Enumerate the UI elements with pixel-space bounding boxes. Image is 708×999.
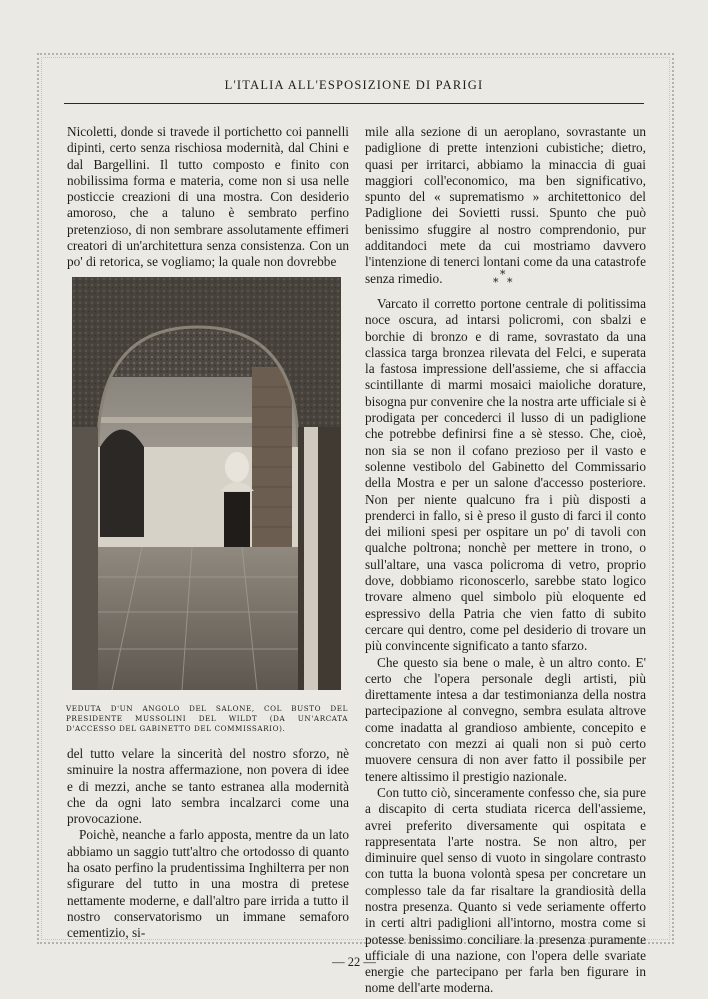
left-column-bottom xyxy=(67,746,349,942)
paragraph: mile alla sezione di un aeroplano, sovrastante un padiglione di prette intenzioni cubistiche; dietro, quasi per irritarci, abbiamo la minaccia di guai maggiori coll'economico, ma ben significativo, spunto del « suprematismo » architettonico del Padiglione dei Sovietti russi. Spunto che può benissimo sfuggire al nostro comprendonio, pur additandoci mete da cui mostriamo davvero l'intenzione di tenerci lontani come da una catastrofe senza rimedio. xyxy=(365,124,646,286)
asterism-separator xyxy=(480,268,530,290)
running-title: L'ITALIA ALL'ESPOSIZIONE DI PARIGI xyxy=(224,78,484,92)
paragraph: Che questo sia bene o male, è un altro conto. E' certo che l'opera personale degli artisti, più direttamente intesa a dar testimonianza della nostra partecipazione al convegno, sembra esulata altrove come inadatta al grandioso ambiente, concepito e concretato con mezzi ai quali non si può certo muovere censura di non aver fatto il possibile per tenere altissimo il prestigio nazionale. xyxy=(365,654,646,784)
photograph-salone-busto xyxy=(72,277,341,690)
paragraph: Nicoletti, donde si travede il portichetto coi pannelli dipinti, certo senza rischiosa modernità, dal Chini e dal Bargellini. Il tutto composto e finito con nobilissima forma e materia, come non si usa nelle posticcie creazioni di una mostra. Con desiderio amoroso, che a taluno è sembrato perfino pretenzioso, di non sembrare assolutamente effimeri creatori di un'architettura senza consistenza. Con un po' di retorica, se vogliamo; la quale non dovrebbe xyxy=(67,124,349,270)
left-column-top xyxy=(67,124,349,271)
paragraph: Con tutto ciò, sinceramente confesso che, sia pure a discapito di certa studiata ricerca dell'assieme, avrei preferito diversamente qui ospitata e rappresentata l'arte nostra. Se non altro, per diminuire quel senso di vuoto in singolare contrasto con tutta la buona volontà spesa per concretare un complesso tale da far risaltare la grandiosità della nostra presenza. Quanto si vede seriamente offerto in certi altri padiglioni all'intorno, mostra come si potesse benissimo conciliare la presenza puramente ufficiale di una nazione, con l'opera delle svariate energie che partecipano per farla ben figurare in nome dell'arte moderna. xyxy=(365,784,646,996)
asterism-star: * xyxy=(507,276,513,289)
asterism-star: * xyxy=(500,268,506,281)
paragraph: Varcato il corretto portone centrale di politissima noce oscura, ad intarsi policromi, con sbalzi e borchie di bronzo e di rame, sovrastato da una classica targa bronzea rilevata del Felci, e superata la fastosa impressione dell'assieme, che si affaccia scintillante di marmi mosaici maioliche dorature, bisogna pur convenire che la nostra arte ufficiale si è prodigata per concederci il lusso di un padiglione che potrebbe definirsi fine a sè stesso. Che, cioè, non sia se non il cofano prezioso per il vasto e solenne vestibolo del Gabinetto del Commissario della Mostra e per un salone d'accesso posteriore. Non per niente qualcuno fra i più disposti a prenderci in fallo, si è preso il gusto di farci il conto dei milioni spesi per ospitare un po' di tavoli con qualche poltrona; nonchè per mettere in trono, o sull'altare, una vasca policroma di vetro, proprio dove, dobbiamo riconoscerlo, sarebbe stato logico trovare almeno quel simbolo più eloquente ed espressivo della Patria che vien fatto di subito cercare qui dentro, come pel desiderio di trovare un più convincente significato a tanto sfarzo. xyxy=(365,296,646,654)
paragraph: Poichè, neanche a farlo apposta, mentre da un lato abbiamo un saggio tutt'altro che ortodosso di quanto ha osato perfino la prudentissima Inghilterra per non sfigurare del tutto in una mostra di pretese nettamente moderne, e dall'altro pare irrida a tutto il nostro conservatorismo un immane semaforo cementizio, si- xyxy=(67,827,349,941)
page-number: — 22 — xyxy=(332,955,376,969)
paragraph: del tutto velare la sincerità del nostro sforzo, nè sminuire la nostra affermazione, non povera di idee e di mezzi, anche se tanto estranea alla modernità che da ogni lato sembra incalzarci come una provocazione. xyxy=(67,746,349,827)
photo-illustration xyxy=(72,277,341,690)
figure-caption: VEDUTA D'UN ANGOLO DEL SALONE, COL BUSTO DEL PRESIDENTE MUSSOLINI DEL WILDT (DA UN'ARCATA D'ACCESSO DEL GABINETTO DEL COMMISSARIO). xyxy=(66,704,348,733)
asterism-star: * xyxy=(493,276,499,289)
right-column-top xyxy=(365,124,646,287)
header-rule xyxy=(64,103,644,104)
right-column-body xyxy=(365,296,646,997)
